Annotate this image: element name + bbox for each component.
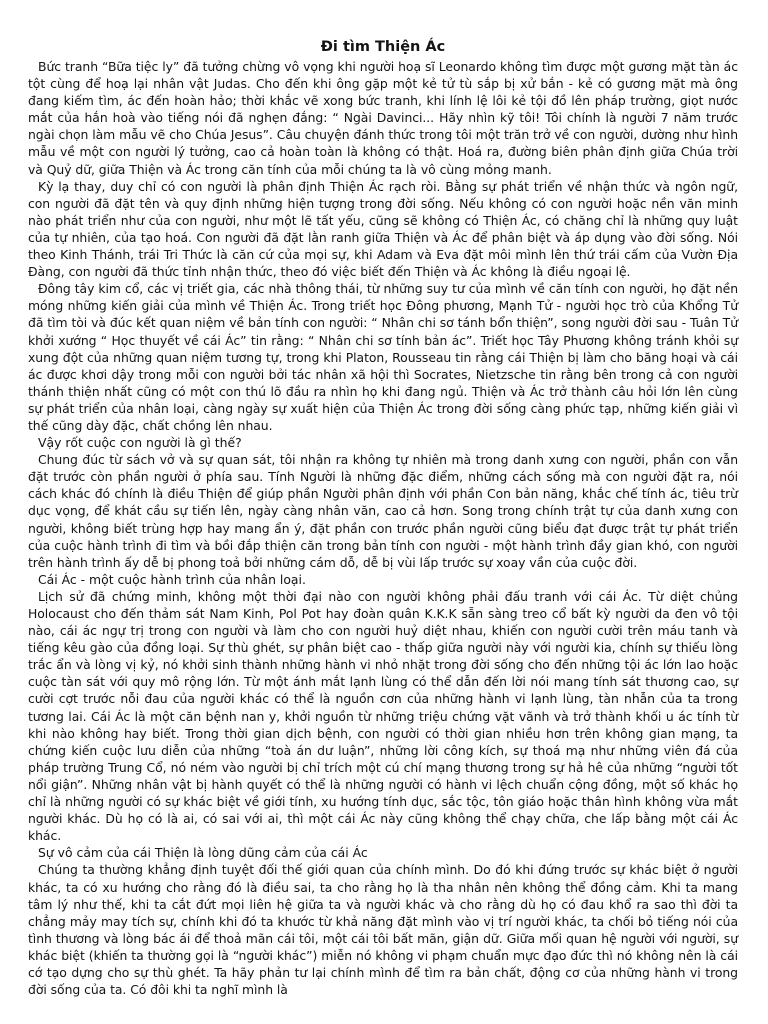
paragraph: Chung đúc từ sách vở và sự quan sát, tôi nhận ra không tự nhiên mà trong danh xưng con người, phần con vẫn đặt trước còn phần người ở phía sau. Tính Người là những đặc điểm, những cách sống mà con người đặt ra, nói cách khác đó chính là điều Thiện để giúp phần Người phân định với phần Con bản năng, khắc chế tính ác, tiêu trừ dục vọng, để khát cầu sự tiến lên, ngày càng nhân văn, cao cả hơn. Song trong chính trật tự của danh xưng con người, không biết trùng hợp hay mang ẩn ý, đặt phần con trước phần người cũng biểu đạt được trật tự phát triển của cuộc hành trình đi tìm và bồi đắp thiện căn trong bản tính con người - một hành trình đầy gian khó, con người trên hành trình ấy dễ bị phong toả bởi những cám dỗ, dễ bị vùi lấp trước sự xoay vần của cuộc đời. — [28, 452, 738, 570]
section-heading: Vậy rốt cuộc con người là gì thế? — [38, 435, 242, 451]
section-heading: Sự vô cảm của cái Thiện là lòng dũng cảm của cái Ác — [38, 845, 368, 861]
paragraph: Đông tây kim cổ, các vị triết gia, các nhà thông thái, từ những suy tư của mình về căn tính con người, họ đặt nền móng những kiến giải của mình về Thiện Ác. Trong triết học Đông phương, Mạnh Tử - người học trò của Khổng Tử đã tìm tòi và đúc kết quan niệm về bản tính con người: “ Nhân chi sơ tánh bổn thiện”, song người đời sau - Tuân Tử khởi xướng “ Học thuyết về cái Ác” tin rằng: “ Nhân chi sơ tính bản ác”. Triết học Tây Phương không tránh khỏi sự xung đột của những quan niệm tương tự, trong khi Platon, Rousseau tin rằng cái Thiện bị làm cho băng hoại và cái ác được khơi dậy trong mỗi con người bởi tác nhân xã hội thì Socrates, Nietzsche tin rằng bên trong cả con người thánh thiện nhất cũng có một con thú lõ đầu ra nhìn họ khi đang ngủ. Thiện và Ác trở thành câu hỏi lớn lên cùng sự phát triển của nhân loại, càng ngày sự xuất hiện của Thiện Ác trong đời sống càng phức tạp, những kiến giải vì thế cũng dày đặc, chất chồng lên nhau. — [28, 281, 738, 433]
paragraph: Chúng ta thường khẳng định tuyệt đối thế giới quan của chính mình. Do đó khi đứng trước sự khác biệt ở người khác, ta có xu hướng cho rằng đó là điều sai, ta cho rằng họ là tha nhân nên không thể đồng cảm. Khi ta mang tâm lý như thế, khi ta cắt đứt mọi liên hệ giữa ta và người khác và cho rằng dù họ có đau khổ ra sao thì đời ta chẳng mảy may tích sự, chính khi đó ta khước từ khả năng đặt mình vào vị trí người khác, ta chối bỏ tiếng nói của tình thương và lòng bác ái để thoả mãn cái tôi, một cái tôi bất mãn, giận dữ. Giữa mối quan hệ người với người, sự khác biệt (khiến ta thường gọi là “người khác”) miễn nó không vi phạm chuẩn mực đạo đức thì nó không nên là cái cớ tạo dựng cho sự thù ghét. Ta hãy phản tư lại chính mình để tìm ra bản chất, động cơ của những hành vi trong đời sống của ta. Có đôi khi ta nghĩ mình là — [28, 862, 738, 998]
paragraph: Lịch sử đã chứng minh, không một thời đại nào con người không phải đấu tranh với cái Ác. Từ diệt chủng Holocaust cho đến thảm sát Nam Kinh, Pol Pot hay đoàn quân K.K.K sẵn sàng treo cổ bất kỳ người da đen vô tội nào, cái ác ngự trị trong con người và làm cho con người huỷ diệt nhau, khiến con người cười trên máu tanh và tiếng kêu gào của đồng loại. Sự thù ghét, sự phân biệt cao - thấp giữa người này với người kia, chính sự thiếu lòng trắc ẩn và lòng vị kỷ, nó khởi sinh thành những hành vi nhỏ nhặt trong đời sống cho đến những tội ác lớn lao hoặc cuộc tàn sát với quy mô rộng lớn. Từ một ánh mắt lạnh lùng có thể dẫn đến lời nói mang tính sát thương cao, sự cười cợt trước nỗi đau của người khác có thể là nguồn cơn của những hành vi lạnh lùng, tàn nhẫn của ta trong tương lai. Cái Ác là một căn bệnh nan y, khởi nguồn từ những triệu chứng vặt vãnh và trở thành khối u ác tính từ khi nào không hay biết. Trong thời gian dịch bệnh, con người có thời gian nhiều hơn trên không gian mạng, ta chứng kiến cuộc lưu diễn của những “toà án dư luận”, những lời công kích, sự thoá mạ như những viên đá của pháp trường Trung Cổ, nó ném vào người bị chỉ trích một cú chí mạng thương trong sự hả hê của những “người tốt nổi giận”. Những nhân vật bị hành quyết có thể là những người có hành vi lệch chuẩn cộng đồng, một số khác họ chỉ là những người có sự khác biệt về giới tính, xu hướng tính dục, sắc tộc, tôn giáo hoặc thân hình không vừa mắt người khác. Dù họ có là ai, có sai với ai, thì một cái Ác này cũng không thể chạy chữa, che lấp bằng một cái Ác khác. — [28, 588, 738, 844]
paragraph: Bức tranh “Bữa tiệc ly” đã tưởng chừng vô vọng khi người hoạ sĩ Leonardo không tìm được một gương mặt tàn ác tột cùng để hoạ lại nhân vật Judas. Cho đến khi ông gặp một kẻ tử tù sắp bị xử bắn - kẻ có gương mặt mà ông đang kiếm tìm, ác đến hoàn hảo; thời khắc vẽ xong bức tranh, khi lính lệ lôi kẻ tội đồ lên pháp trường, giọt nước mắt của hắn hoà vào tiếng nói đã nghẹn đắng: “ Ngài Davinci... Hãy nhìn kỹ tôi! Tôi chính là người 7 năm trước ngài chọn làm mẫu vẽ cho Chúa Jesus”. Câu chuyện đánh thức trong tôi một trăn trở về con người, dường như hình mẫu về một con người lý tưởng, cao cả hoàn toàn là không có thật. Hoá ra, đường biên phân định giữa Chúa trời và Quỷ dữ, giữa Thiện và Ác trong căn tính của mỗi chúng ta là vô cùng mỏng manh. — [28, 59, 738, 177]
document-body — [28, 58, 738, 998]
document-title: Đi tìm Thiện Ác — [320, 39, 446, 55]
paragraph: Kỳ lạ thay, duy chỉ có con người là phân định Thiện Ác rạch ròi. Bằng sự phát triển về nhận thức và ngôn ngữ, con người đã đặt tên và quy định những hiện tượng trong đời sống. Nếu không có con người hoặc nền văn minh nào phát triển như của con người, như một lẽ tất yếu, cũng sẽ không có Thiện Ác, có chăng chỉ là những quy luật của tự nhiên, của tạo hoá. Con người đã đặt lằn ranh giữa Thiện và Ác để phân biệt và áp dụng vào đời sống. Nói theo Kinh Thánh, trái Tri Thức là căn cứ của mọi sự, khi Adam và Eva đặt môi mình lên thứ trái cấm của Vườn Địa Đàng, con người đã thức tỉnh nhận thức, theo đó việc biết đến Thiện và Ác không là điều ngoại lệ. — [28, 178, 738, 280]
section-heading: Cái Ác - một cuộc hành trình của nhân loại. — [38, 571, 306, 587]
